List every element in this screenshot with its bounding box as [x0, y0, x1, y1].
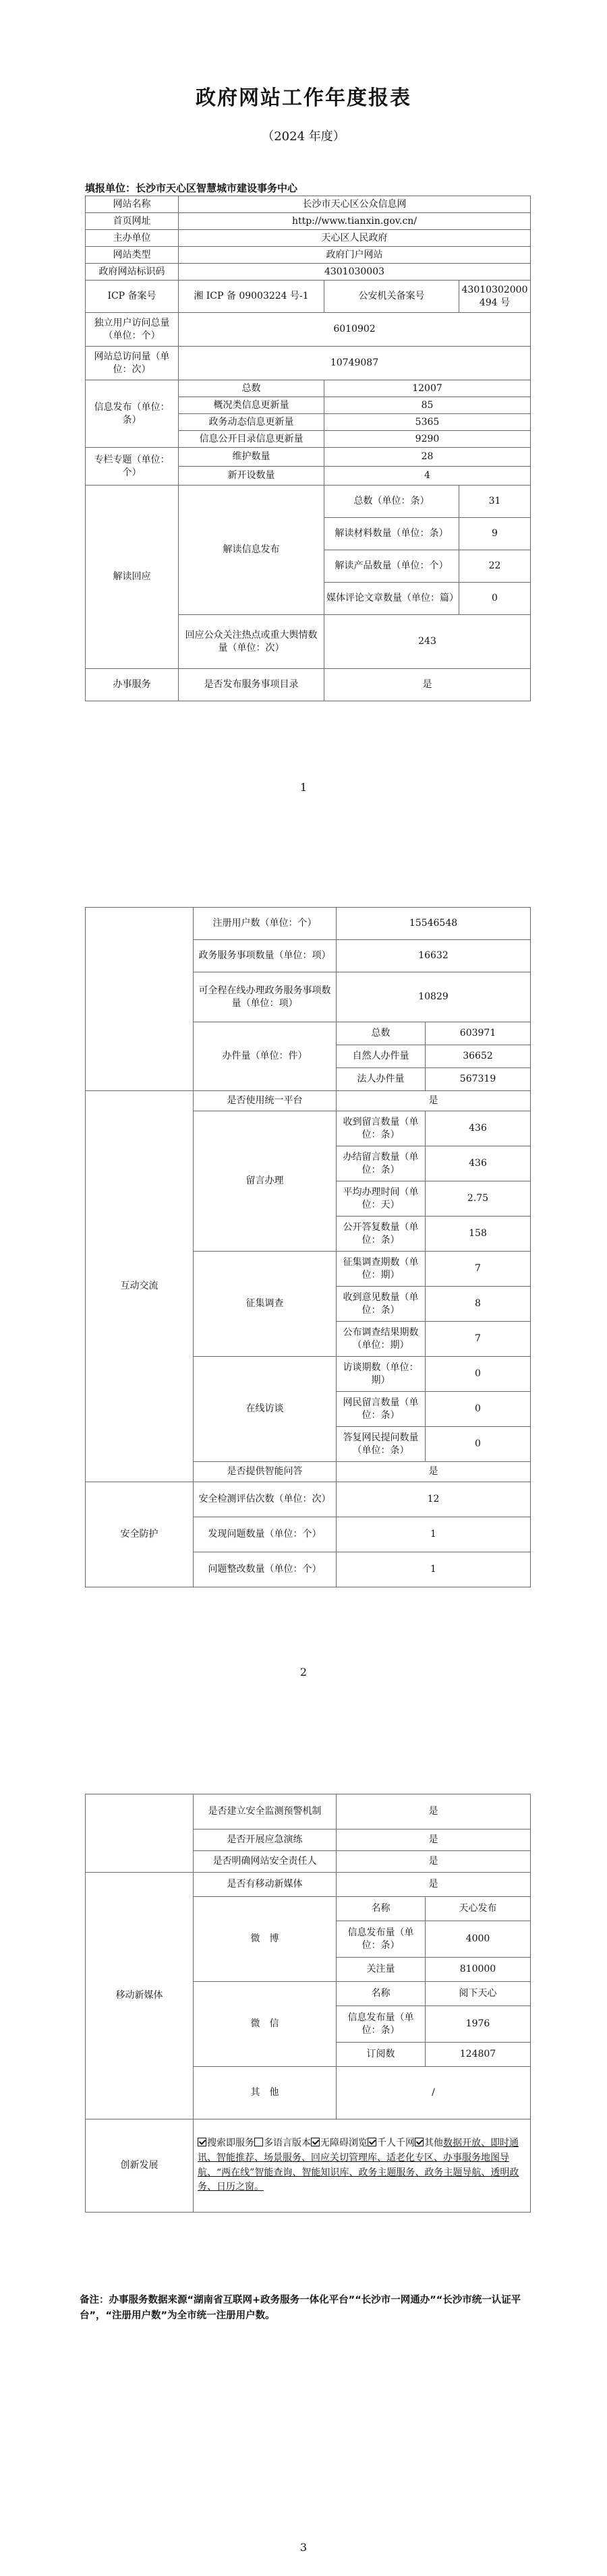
service-cases-label: 办件量（单位：件）: [194, 1022, 337, 1091]
security-fixed-label: 问题整改数量（单位：个）: [194, 1552, 337, 1587]
cases-total-value: 603971: [426, 1022, 531, 1045]
interaction-label: 互动交流: [86, 1091, 194, 1482]
cases-legal-label: 法人办件量: [337, 1068, 426, 1091]
wechat-sub-value: 124807: [426, 2043, 531, 2067]
security-label-cont: [86, 1794, 194, 1873]
talk-answer-label: 答复网民提问数量（单位：条）: [337, 1427, 426, 1462]
service-users-label: 注册用户数（单位：个）: [194, 908, 337, 940]
innovation-option-personal: 千人千网: [377, 2138, 415, 2149]
publish-total-label: 总数: [179, 380, 324, 397]
interpret-material-label: 解读材料数量（单位：条）: [324, 518, 459, 550]
interpret-media-value: 0: [459, 583, 531, 615]
home-url-label: 首页网址: [86, 213, 179, 230]
topics-maint-value: 28: [324, 448, 531, 467]
checkbox-checked-icon: [311, 2138, 320, 2146]
weibo-follow-value: 810000: [426, 1958, 531, 1982]
wechat-name-label: 名称: [337, 1982, 426, 2006]
site-type-value: 政府门户网站: [179, 247, 531, 264]
host-unit-value: 天心区人民政府: [179, 230, 531, 247]
security-drill-value: 是: [337, 1829, 531, 1851]
weibo-posts-value: 4000: [426, 1921, 531, 1958]
page-number-3: 3: [299, 2541, 308, 2554]
security-owner-value: 是: [337, 1851, 531, 1873]
message-label: 留言办理: [194, 1111, 337, 1252]
security-found-value: 1: [337, 1517, 531, 1552]
topics-label: 专栏专题（单位：个）: [86, 448, 179, 486]
site-name-label: 网站名称: [86, 196, 179, 213]
security-test-value: 12: [337, 1482, 531, 1517]
service-release-value: 是: [324, 669, 531, 701]
msg-time-label: 平均办理时间（单位：天）: [337, 1181, 426, 1217]
security-monitor-label: 是否建立安全监测预警机制: [194, 1794, 337, 1829]
survey-label: 征集调查: [194, 1252, 337, 1357]
mobile-label: 移动新媒体: [86, 1873, 194, 2119]
innovation-option-other: 其他: [424, 2138, 443, 2149]
topics-new-label: 新开设数量: [179, 467, 324, 486]
site-id-label: 政府网站标识码: [86, 264, 179, 281]
checkbox-empty-icon: [254, 2138, 263, 2146]
service-online-value: 10829: [337, 972, 531, 1022]
msg-public-label: 公开答复数量（单位：条）: [337, 1217, 426, 1252]
home-url-value: http://www.tianxin.gov.cn/: [179, 213, 531, 230]
topics-new-value: 4: [324, 467, 531, 486]
publish-catalog-label: 信息公开目录信息更新量: [179, 431, 324, 448]
service-items-label: 政务服务事项数量（单位：项）: [194, 940, 337, 972]
innovation-option-search: 搜索即服务: [207, 2138, 254, 2149]
weibo-name-value: 天心发布: [426, 1897, 531, 1921]
site-name-value: 长沙市天心区公众信息网: [179, 196, 531, 213]
icp-label: ICP 备案号: [86, 281, 179, 313]
service-users-value: 15546548: [337, 908, 531, 940]
survey-result-label: 公布调查结果期数（单位：期）: [337, 1322, 426, 1357]
checkbox-checked-icon: [368, 2138, 376, 2146]
unified-platform-value: 是: [337, 1091, 531, 1111]
survey-count-label: 征集调查期数（单位：期）: [337, 1252, 426, 1287]
wechat-posts-label: 信息发布量（单位：条）: [337, 2006, 426, 2043]
interpret-response-value: 243: [324, 615, 531, 669]
survey-opinion-value: 8: [426, 1287, 531, 1322]
survey-opinion-label: 收到意见数量（单位：条）: [337, 1287, 426, 1322]
reporting-unit: 填报单位：长沙市天心区智慧城市建设事务中心: [85, 182, 298, 194]
security-drill-label: 是否开展应急演练: [194, 1829, 337, 1851]
innovation-option-multilang: 多语言版本: [264, 2138, 311, 2149]
interpret-total-value: 31: [459, 486, 531, 518]
cases-natural-label: 自然人办件量: [337, 1045, 426, 1068]
wechat-sub-label: 订阅数: [337, 2043, 426, 2067]
publish-catalog-value: 9290: [324, 431, 531, 448]
page-number-2: 2: [299, 1666, 308, 1678]
interpret-media-label: 媒体评论文章数量（单位：篇）: [324, 583, 459, 615]
service-items-value: 16632: [337, 940, 531, 972]
mobile-has-value: 是: [337, 1873, 531, 1897]
publish-overview-label: 概况类信息更新量: [179, 397, 324, 414]
innovation-other-text: 数据开放、即时通讯、智能推荐、场景服务、回应关切管理库、适老化专区、办事服务地图导航、“两在线”智能查询、智能知识库、政务主题服务、政务主题导航、透明政务、日历之窗。: [198, 2138, 519, 2193]
innovation-content: [194, 2119, 531, 2213]
msg-public-value: 158: [426, 1217, 531, 1252]
mobile-has-label: 是否有移动新媒体: [194, 1873, 337, 1897]
visitors-label: 独立用户访问总量（单位：个）: [86, 313, 179, 347]
host-unit-label: 主办单位: [86, 230, 179, 247]
service-online-label: 可全程在线办理政务服务事项数量（单位：项）: [194, 972, 337, 1022]
site-id-value: 4301030003: [179, 264, 531, 281]
talk-count-value: 0: [426, 1357, 531, 1392]
report-table-page-1: [85, 196, 531, 701]
talk-count-label: 访谈期数（单位：期）: [337, 1357, 426, 1392]
mobile-other-label: 其 他: [194, 2067, 337, 2119]
visits-value: 10749087: [179, 347, 531, 380]
footnote: 备注：办事服务数据来源“湖南省互联网+政务服务一体化平台”“长沙市一网通办”“长沙市统一认证平台”，“注册用户数”为全市统一注册用户数。: [80, 2295, 521, 2322]
checkbox-checked-icon: [198, 2138, 206, 2146]
talk-question-label: 网民留言数量（单位：条）: [337, 1392, 426, 1427]
msg-recv-label: 收到留言数量（单位：条）: [337, 1111, 426, 1146]
msg-recv-value: 436: [426, 1111, 531, 1146]
talk-question-value: 0: [426, 1392, 531, 1427]
unified-platform-label: 是否使用统一平台: [194, 1091, 337, 1111]
security-monitor-value: 是: [337, 1794, 531, 1829]
innovation-label: 创新发展: [86, 2119, 194, 2213]
interpret-material-value: 9: [459, 518, 531, 550]
report-title: 政府网站工作年度报表: [196, 86, 411, 110]
cases-legal-value: 567319: [426, 1068, 531, 1091]
publish-news-label: 政务动态信息更新量: [179, 414, 324, 431]
mobile-other-value: /: [337, 2067, 531, 2119]
interpret-product-label: 解读产品数量（单位：个）: [324, 550, 459, 583]
report-table-page-3: [85, 1794, 531, 2213]
interpret-sub-label: 解读信息发布: [179, 486, 324, 615]
topics-maint-label: 维护数量: [179, 448, 324, 467]
survey-count-value: 7: [426, 1252, 531, 1287]
security-found-label: 发现问题数量（单位：个）: [194, 1517, 337, 1552]
icp-value: 湘 ICP 备 09003224 号-1: [179, 281, 324, 313]
weibo-follow-label: 关注量: [337, 1958, 426, 1982]
weibo-name-label: 名称: [337, 1897, 426, 1921]
interpret-total-label: 总数（单位：条）: [324, 486, 459, 518]
checkbox-checked-icon: [415, 2138, 424, 2146]
publish-overview-value: 85: [324, 397, 531, 414]
security-label: 安全防护: [86, 1482, 194, 1587]
page-number-1: 1: [299, 781, 308, 794]
msg-done-label: 办结留言数量（单位：条）: [337, 1146, 426, 1181]
service-label-cont: [86, 908, 194, 1091]
security-owner-label: 是否明确网站安全责任人: [194, 1851, 337, 1873]
talk-answer-value: 0: [426, 1427, 531, 1462]
wechat-name-value: 阅下天心: [426, 1982, 531, 2006]
smart-qa-label: 是否提供智能问答: [194, 1462, 337, 1482]
smart-qa-value: 是: [337, 1462, 531, 1482]
publish-total-value: 12007: [324, 380, 531, 397]
interpret-response-label: 回应公众关注热点或重大舆情数量（单位：次）: [179, 615, 324, 669]
visits-label: 网站总访问量（单位：次）: [86, 347, 179, 380]
visitors-value: 6010902: [179, 313, 531, 347]
weibo-posts-label: 信息发布量（单位：条）: [337, 1921, 426, 1958]
weibo-label: 微 博: [194, 1897, 337, 1982]
publish-news-value: 5365: [324, 414, 531, 431]
site-type-label: 网站类型: [86, 247, 179, 264]
msg-time-value: 2.75: [426, 1181, 531, 1217]
psb-label: 公安机关备案号: [324, 281, 459, 313]
service-label: 办事服务: [86, 669, 179, 701]
wechat-label: 微 信: [194, 1982, 337, 2067]
cases-total-label: 总数: [337, 1022, 426, 1045]
talk-label: 在线访谈: [194, 1357, 337, 1462]
publish-label: 信息发布（单位：条）: [86, 380, 179, 448]
report-year: （2024 年度）: [262, 129, 345, 144]
survey-result-value: 7: [426, 1322, 531, 1357]
wechat-posts-value: 1976: [426, 2006, 531, 2043]
cases-natural-value: 36652: [426, 1045, 531, 1068]
security-fixed-value: 1: [337, 1552, 531, 1587]
report-table-page-2: [85, 907, 531, 1587]
service-release-label: 是否发布服务事项目录: [179, 669, 324, 701]
interpret-label: 解读回应: [86, 486, 179, 669]
psb-value: 43010302000494 号: [459, 281, 531, 313]
security-test-label: 安全检测评估次数（单位：次）: [194, 1482, 337, 1517]
interpret-product-value: 22: [459, 550, 531, 583]
msg-done-value: 436: [426, 1146, 531, 1181]
innovation-option-accessible: 无障碍浏览: [320, 2138, 368, 2149]
